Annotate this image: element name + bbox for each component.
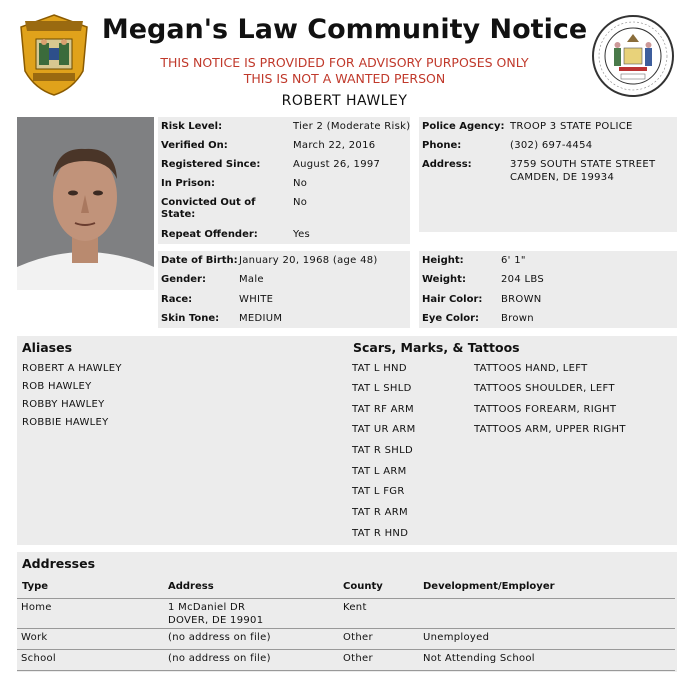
verified-value: March 22, 2016	[293, 140, 376, 151]
registered-label: Registered Since:	[161, 159, 261, 170]
advisory-notice: THIS NOTICE IS PROVIDED FOR ADVISORY PURPOSES ONLY	[160, 55, 529, 70]
table-row-divider	[17, 649, 675, 650]
repeat-label: Repeat Offender:	[161, 229, 258, 240]
police-agency-label: Police Agency:	[422, 121, 505, 132]
alias-item: ROBBIE HAWLEY	[22, 417, 109, 428]
race-value: WHITE	[239, 294, 274, 305]
weight-label: Weight:	[422, 274, 466, 285]
skin-tone-label: Skin Tone:	[161, 313, 220, 324]
race-label: Race:	[161, 294, 193, 305]
smt-code: TAT L HND	[352, 363, 407, 374]
height-value: 6' 1"	[501, 255, 526, 266]
smt-description: TATTOOS HAND, LEFT	[474, 363, 588, 374]
alias-item: ROB HAWLEY	[22, 381, 92, 392]
registered-value: August 26, 1997	[293, 159, 381, 170]
address-type: Work	[21, 632, 48, 643]
address-line1: (no address on file)	[168, 653, 271, 664]
not-wanted-notice: THIS IS NOT A WANTED PERSON	[243, 71, 446, 86]
table-row-divider	[17, 670, 675, 671]
gender-label: Gender:	[161, 274, 206, 285]
skin-tone-value: MEDIUM	[239, 313, 283, 324]
convicted-value: No	[293, 197, 308, 208]
column-header-address: Address	[168, 581, 214, 592]
agency-address-line1: 3759 SOUTH STATE STREET	[510, 159, 656, 170]
address-employer: Unemployed	[423, 632, 490, 643]
aliases-title: Aliases	[22, 340, 73, 355]
address-type: Home	[21, 602, 52, 613]
eye-color-value: Brown	[501, 313, 534, 324]
address-line1: (no address on file)	[168, 632, 271, 643]
smt-title: Scars, Marks, & Tattoos	[353, 340, 520, 355]
smt-code: TAT UR ARM	[352, 424, 416, 435]
risk-level-label: Risk Level:	[161, 121, 223, 132]
smt-description: TATTOOS ARM, UPPER RIGHT	[474, 424, 626, 435]
table-header-divider	[17, 598, 675, 599]
page-title: Megan's Law Community Notice	[101, 14, 588, 45]
smt-code: TAT R SHLD	[352, 445, 413, 456]
addresses-title: Addresses	[22, 556, 96, 571]
phone-label: Phone:	[422, 140, 462, 151]
agency-address-line2: CAMDEN, DE 19934	[510, 172, 615, 183]
address-county: Other	[343, 632, 373, 643]
hair-color-label: Hair Color:	[422, 294, 483, 305]
height-label: Height:	[422, 255, 464, 266]
smt-code: TAT R ARM	[352, 507, 408, 518]
address-employer: Not Attending School	[423, 653, 535, 664]
column-header-employer: Development/Employer	[423, 581, 555, 592]
smt-code: TAT L ARM	[352, 466, 407, 477]
dob-label: Date of Birth:	[161, 255, 238, 266]
smt-description: TATTOOS FOREARM, RIGHT	[474, 404, 617, 415]
repeat-value: Yes	[293, 229, 311, 240]
smt-code: TAT L SHLD	[352, 383, 412, 394]
risk-level-value: Tier 2 (Moderate Risk)	[293, 121, 411, 132]
hair-color-value: BROWN	[501, 294, 542, 305]
convicted-label: Convicted Out of State:	[161, 197, 256, 220]
agency-address-label: Address:	[422, 159, 472, 170]
gender-value: Male	[239, 274, 264, 285]
address-type: School	[21, 653, 56, 664]
address-line1: 1 McDaniel DR	[168, 602, 246, 613]
smt-code: TAT L FGR	[352, 486, 405, 497]
table-row-divider	[17, 628, 675, 629]
smt-code: TAT RF ARM	[352, 404, 414, 415]
prison-value: No	[293, 178, 308, 189]
dob-value: January 20, 1968 (age 48)	[239, 255, 378, 266]
column-header-county: County	[343, 581, 383, 592]
prison-label: In Prison:	[161, 178, 215, 189]
offender-photo	[17, 117, 154, 290]
address-county: Other	[343, 653, 373, 664]
address-county: Kent	[343, 602, 367, 613]
person-name: ROBERT HAWLEY	[281, 93, 408, 109]
smt-code: TAT R HND	[352, 528, 409, 539]
police-agency-value: TROOP 3 STATE POLICE	[510, 121, 633, 132]
alias-item: ROBERT A HAWLEY	[22, 363, 122, 374]
weight-value: 204 LBS	[501, 274, 544, 285]
phone-value: (302) 697-4454	[510, 140, 593, 151]
eye-color-label: Eye Color:	[422, 313, 480, 324]
address-line2: DOVER, DE 19901	[168, 615, 264, 626]
smt-description: TATTOOS SHOULDER, LEFT	[474, 383, 615, 394]
column-header-type: Type	[22, 581, 49, 592]
verified-label: Verified On:	[161, 140, 228, 151]
alias-item: ROBBY HAWLEY	[22, 399, 105, 410]
